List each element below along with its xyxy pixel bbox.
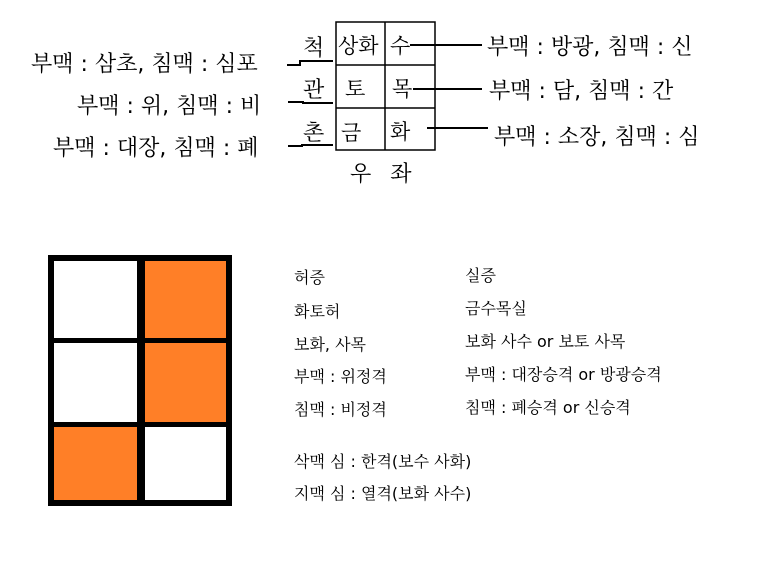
excess-item-3: 부맥 : 대장승격 or 방광승격 (465, 365, 662, 384)
excess-title: 실증 (465, 266, 496, 285)
right-note-2: 부맥 : 담, 침맥 : 간 (489, 79, 674, 104)
cell-left-2: 토 (345, 77, 366, 101)
pulse-grid (48, 255, 232, 506)
deficiency-item-1: 화토허 (294, 302, 341, 321)
deficiency-item-3: 부맥 : 위정격 (294, 367, 387, 386)
cell-left-1: 상화 (338, 34, 379, 58)
deficiency-item-4: 침맥 : 비정격 (294, 400, 387, 419)
deficiency-item-2: 보화, 사목 (294, 335, 366, 354)
side-label: 우 좌 (350, 162, 418, 187)
grid-cell-r1-c1 (54, 261, 137, 338)
grid-cell-r3-c1 (54, 427, 137, 500)
extra-note-1: 삭맥 심 : 한격(보수 사화) (294, 452, 472, 471)
deficiency-title: 허증 (294, 268, 325, 287)
right-note-1: 부맥 : 방광, 침맥 : 신 (487, 35, 693, 60)
left-note-2: 부맥 : 위, 침맥 : 비 (77, 94, 262, 119)
excess-item-1: 금수목실 (465, 299, 527, 318)
grid-cell-r2-c2 (145, 343, 226, 422)
position-label-chon: 촌 (303, 121, 325, 146)
grid-cell-r2-c1 (54, 343, 137, 422)
cell-right-3: 화 (390, 120, 411, 144)
right-note-3: 부맥 : 소장, 침맥 : 심 (494, 125, 700, 150)
cell-right-2: 목 (392, 77, 413, 101)
position-label-gwan: 관 (303, 78, 325, 103)
grid-cell-r3-c2 (145, 427, 226, 500)
left-note-1: 부맥 : 삼초, 침맥 : 심포 (31, 52, 258, 77)
position-label-cheok: 척 (303, 36, 325, 61)
grid-cell-r1-c2 (145, 261, 226, 338)
cell-left-3: 금 (341, 121, 362, 145)
excess-item-2: 보화 사수 or 보토 사목 (465, 332, 626, 351)
extra-note-2: 지맥 심 : 열격(보화 사수) (294, 484, 472, 503)
excess-item-4: 침맥 : 폐승격 or 신승격 (465, 398, 631, 417)
left-note-3: 부맥 : 대장, 침맥 : 폐 (53, 136, 259, 161)
cell-right-1: 수 (390, 34, 411, 58)
